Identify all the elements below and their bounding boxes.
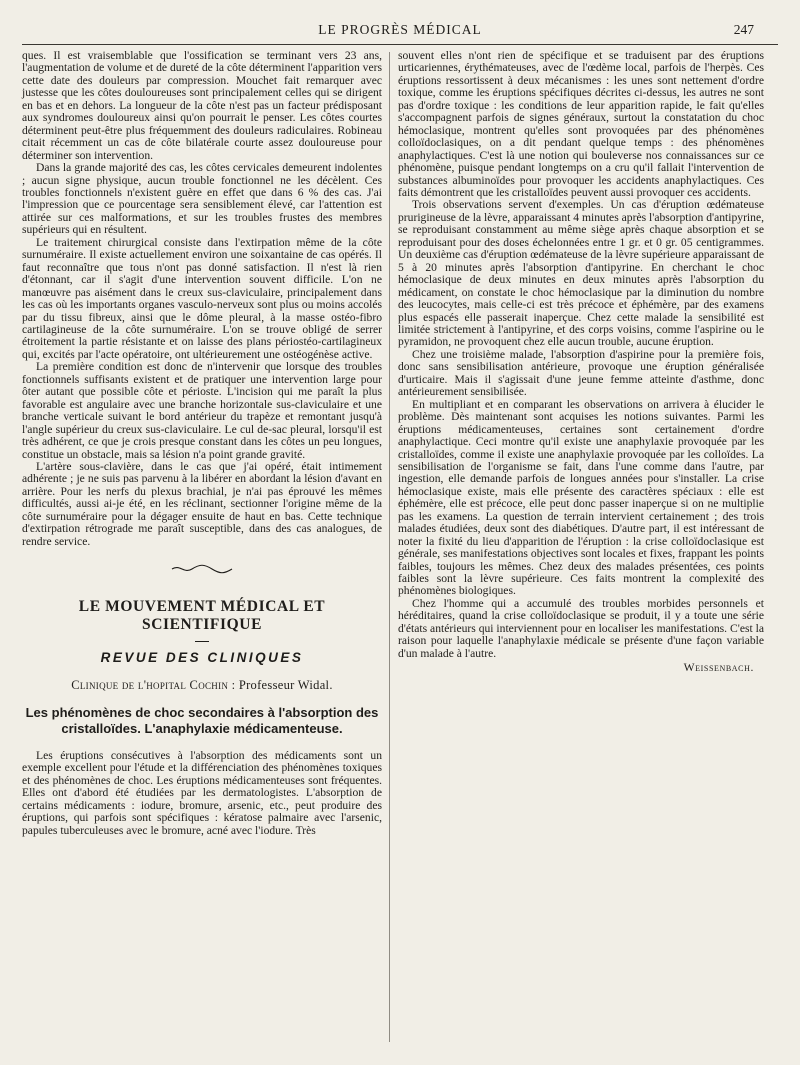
page-number: 247 bbox=[733, 22, 754, 37]
paragraph: Chez l'homme qui a accumulé des troubles morbides personnels et héréditaires, quand la crise colloïdoclasique se produit, il y a toute une série d'états antérieurs qui interviennent pour en localiser les manifestations. C'est la raison pour laquelle l'anaphylaxie médicale se présente d'une façon variable d'un malade à l'autre. bbox=[398, 596, 764, 660]
paragraph: La première condition est donc de n'intervenir que lorsque des troubles fonctionnels suffisants existent et de pratiquer une intervention large pour ôter autant que possible côte et périoste. L'incision qui me paraît la plus favorable est angulaire avec une branche horizontale sus-claviculaire et une branche verticale suivant le bord antérieur du trapèze et remontant jusqu'à l'angle supérieur du creux sus-claviculaire. Le cul de-sac pleural, lorsqu'il est très adhérent, ce que je crois presque constant dans les côtes un peu longues, constitue un obstacle, mais sa lésion n'a point grande gravité. bbox=[22, 360, 382, 461]
article-title: Les phénomènes de choc secondaires à l'absorption des cristalloïdes. L'anaphylaxie médicamenteuse. bbox=[25, 705, 379, 736]
right-column bbox=[398, 50, 764, 675]
ornament-divider bbox=[22, 562, 382, 578]
running-title: LE PROGRÈS MÉDICAL bbox=[318, 22, 482, 37]
paragraph: Dans la grande majorité des cas, les côtes cervicales demeurent indolentes ; aucun signe physique, aucun trouble fonctionnel ne les décèlent. Ces troubles fonctionnels n'existent guère en effet que dans 6 % des cas. J'ai l'impression que ce pourcentage sera sensiblement élevé, car l'attention est attirée sur ces malformations, et sur les troubles frustes des membres supérieurs qui en résultent. bbox=[22, 161, 382, 237]
rubric-title: REVUE DES CLINIQUES bbox=[100, 650, 304, 666]
left-column bbox=[22, 50, 382, 837]
running-head bbox=[20, 22, 780, 42]
paragraph: Les éruptions consécutives à l'absorption des médicaments sont un exemple excellent pour l'étude et la différenciation des phénomènes toxiques et des phénomènes de choc. Les éruptions médicamenteuses sont fréquentes. Elles ont d'abord été étudiées par les dermatologistes. L'absorption de certains médicaments : iodure, bromure, arsenic, etc., peut produire des éruptions, qui parfois sont spécifiques : kératose palmaire avec l'arsenic, papules tuberculeuses avec le bromure, acné avec l'iodure. Très bbox=[22, 749, 382, 837]
paragraph: L'artère sous-clavière, dans le cas que j'ai opéré, était intimement adhérente ; je ne suis pas parvenu à la libérer en abordant la lésion d'avant en arrière. Pour les nerfs du plexus brachial, je n'ai pas éprouvé les mêmes difficultés, aussi ai-je été, en les réclinant, sectionner l'origine même de la côte surnuméraire pour la dégager ensuite de haut en bas. Cette technique d'extirpation rétrograde me paraît susceptible, dans des cas analogues, de rendre service. bbox=[22, 459, 382, 548]
clinic-name: Clinique de l'hopital Cochin bbox=[71, 677, 229, 692]
paragraph: Chez une troisième malade, l'absorption d'aspirine pour la première fois, donc sans sensibilisation antérieure, provoque une éruption généralisée d'urticaire. Mais il s'agissait d'une jeune femme atteinte d'asthme, donc antérieurement sensibilisée. bbox=[398, 347, 764, 399]
section-title: LE MOUVEMENT MÉDICAL ET SCIENTIFIQUE bbox=[78, 598, 326, 634]
paragraph: souvent elles n'ont rien de spécifique et se traduisent par des éruptions urticariennes, érythémateuses, avec de l'œdème local, parfois de l'herpès. Ces éruptions ressortissent à deux mécanismes : les unes sont nettement d'ordre toxique, comme les éruptions spécifiques décrites ci-dessus, les autres ne sont pas d'ordre toxique : les conditions de leur apparition rapide, le fait qu'elles s'accompagnent parfois de signes généraux, surtout la constatation du choc hémoclasique, montrent qu'elles sont provoquées par des phénomènes colloïdoclasiques, on a dit pendant quelque temps : des phénomènes anaphylactiques. C'est là une notion qui bouleverse nos connaissances sur ce phénomène, puisque pendant longtemps on a cru qu'il fallait l'intervention de substances albuminoïdes pour provoquer les accidents anaphylactiques. Ces faits démontrent que les cristalloïdes peuvent aussi provoquer ces accidents. bbox=[398, 49, 764, 199]
section-dash bbox=[195, 641, 209, 642]
paragraph: Trois observations servent d'exemples. Un cas d'éruption œdémateuse prurigineuse de la lèvre, apparaissant 4 minutes après l'absorption d'antipyrine, se reproduisant constamment au même siège après chaque absorption et se reproduisant pour des doses échelonnées entre 1 gr. et 0 gr. 05 centigrammes. Un deuxième cas d'éruption œdémateuse de la lèvre supérieure apparaissant de 5 à 20 minutes après l'absorption d'antipyrine. En cherchant le choc hémoclasique de deux minutes en deux minutes après l'absorption du médicament, on constate le choc hémoclasique par la diminution du nombre des leucocytes, mais celle-ci est très précoce et éphémère, par des examens plus espacés elle passerait inaperçue. Chez cette malade la sensibilité est limitée strictement à l'antipyrine, et des corps voisins, comme l'aspirine ou le pyramidon, ne provoquent chez elle aucun trouble, aucune éruption. bbox=[398, 198, 764, 349]
header-rule bbox=[22, 44, 778, 45]
paragraph: Le traitement chirurgical consiste dans l'extirpation même de la côte surnuméraire. Il existe actuellement environ une soixantaine de cas opérés. Il faut reconnaître que tous n'ont pas donné satisfaction. Il n'est là rien d'étonnant, car il s'agit d'une intervention souvent difficile. L'on ne manœuvre pas aisément dans le creux sus-claviculaire, principalement dans les cas où les importants organes vasculo-nerveux sont plus ou moins accolés par du tissu fibreux, ainsi que le dôme pleural, à la masse ostéo-fibro cartilagineuse de la côte surnuméraire. L'on se trouve obligé de serrer étroitement la partie résistante et on laisse des plans périostéo-cartilagineux qui, excités par l'acte opératoire, ont ultérieurement une ostéogénèse active. bbox=[22, 235, 382, 361]
author-signature: Weissenbach. bbox=[683, 661, 754, 675]
clinic-professor: : Professeur Widal. bbox=[228, 677, 333, 692]
paragraph: En multipliant et en comparant les observations on arrivera à élucider le problème. Dès maintenant sont acquises les notions suivantes. Parmi les éruptions médicamenteuses, certaines sont certainement d'ordre anaphylactique. Ceci montre qu'il existe une anaphylaxie provoquée par les cristalloïdes, comme il existe une anaphylaxie provoquée par les colloïdes. La sensibilisation de l'organisme se fait, dans l'une comme dans l'autre, par ingestion, elle demande parfois de longues années pour s'installer. La crise hémoclasique existe, mais elle présente des caractères spéciaux : elle est éphémère, elle est précoce, elle peut donc passer inaperçue si on ne multiplie pas les examens. La question de terrain intervient certainement ; des trois malades étudiées, deux sont des diabétiques. D'autre part, il est intéressant de noter la fixité du lieu d'apparition de l'éruption : la crise colloïdoclasique est générale, ses manifestations objectives sont locales et fixes, frappant les points faibles, toujours les mêmes. Chez deux des malades présentées, ces points faibles sont la lèvre supérieure. Ces faits montrent la complexité des phénomènes biologiques. bbox=[398, 397, 764, 598]
paragraph: ques. Il est vraisemblable que l'ossification se terminant vers 23 ans, l'augmentation de volume et de dureté de la côte déterminent l'apparition vers cette date des douleurs par compression. Mouchet fait remarquer avec justesse que les côtes douloureuses sont principalement celles qui se dirigent en bas et en dehors. La longueur de la côte n'est pas un facteur prédisposant aux syndromes douloureux ainsi qu'on pourrait le penser. Les côtes courtes déterminent peut-être plus fréquemment des douleurs radiculaires. Robineau citait récemment un cas de côte bilatérale courte assez douloureuse pour déterminer son intervention. bbox=[22, 49, 382, 162]
column-divider bbox=[389, 52, 390, 1042]
flourish-icon bbox=[170, 562, 234, 576]
clinic-line bbox=[22, 679, 382, 691]
